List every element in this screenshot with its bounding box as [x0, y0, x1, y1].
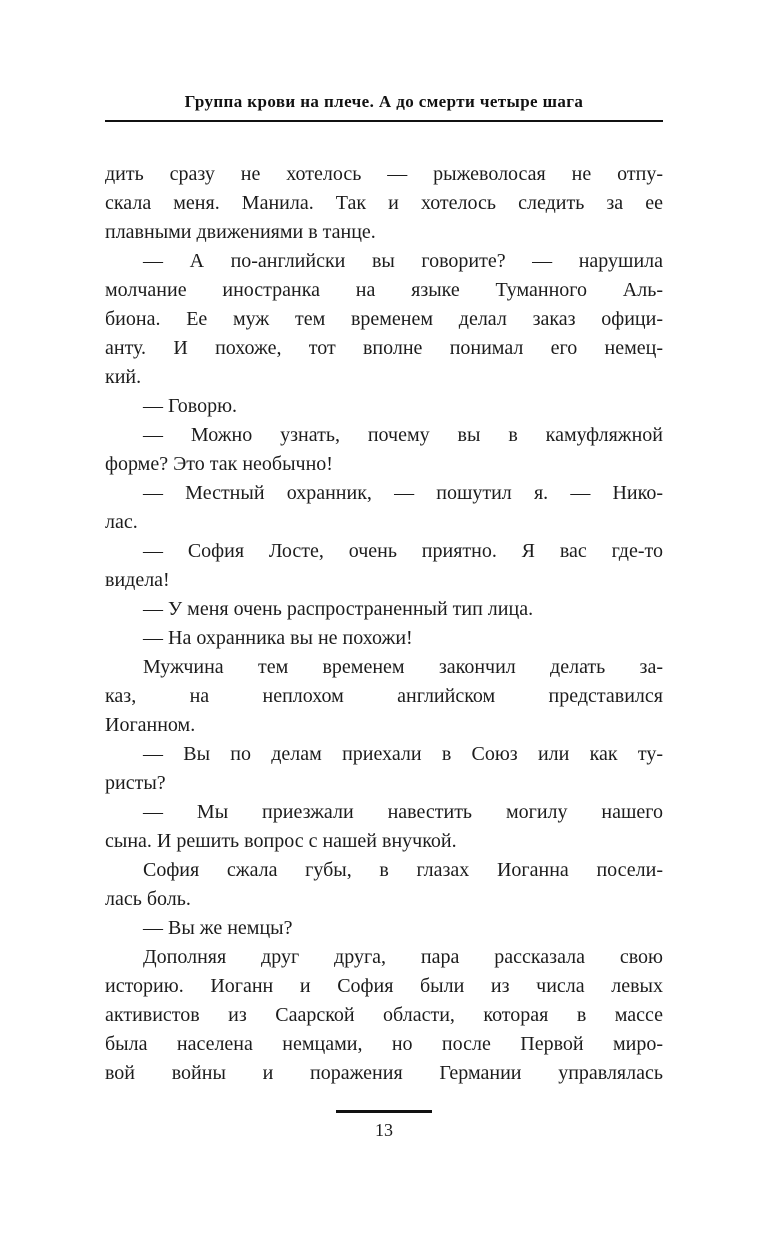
text-line: лась боль.: [105, 888, 191, 910]
text-line: каз, на неплохом английском представился: [105, 685, 663, 707]
text-line: дить сразу не хотелось — рыжеволосая не отпу-: [105, 163, 663, 185]
text-line: скала меня. Манила. Так и хотелось следить за ее: [105, 192, 663, 214]
text-body: [105, 160, 663, 1088]
text-line: — Вы же немцы?: [143, 917, 293, 939]
text-line: — А по-английски вы говорите? — нарушила: [143, 250, 663, 272]
text-line: была населена немцами, но после Первой миро-: [105, 1033, 663, 1055]
footer-rule: [336, 1110, 432, 1113]
text-line: Мужчина тем временем закончил делать за-: [143, 656, 663, 678]
paragraph: [105, 160, 663, 247]
text-line: сына. И решить вопрос с нашей внучкой.: [105, 830, 457, 852]
text-line: — Вы по делам приехали в Союз или как ту-: [143, 743, 663, 765]
paragraph: [105, 798, 663, 856]
paragraph: [105, 595, 663, 624]
text-line: историю. Иоганн и София были из числа левых: [105, 975, 663, 997]
text-line: биона. Ее муж тем временем делал заказ офици-: [105, 308, 663, 330]
paragraph: [105, 479, 663, 537]
text-line: — Можно узнать, почему вы в камуфляжной: [143, 424, 663, 446]
text-line: — На охранника вы не похожи!: [143, 627, 413, 649]
paragraph: [105, 421, 663, 479]
paragraph: [105, 392, 663, 421]
text-line: — Говорю.: [143, 395, 238, 417]
text-line: Дополняя друг друга, пара рассказала свою: [143, 946, 663, 968]
text-line: анту. И похоже, тот вполне понимал его немец-: [105, 337, 663, 359]
text-line: кий.: [105, 366, 142, 388]
text-line: лас.: [105, 511, 138, 533]
paragraph: [105, 943, 663, 1088]
text-line: молчание иностранка на языке Туманного Аль-: [105, 279, 663, 301]
text-line: вой войны и поражения Германии управлялась: [105, 1062, 663, 1084]
paragraph: [105, 740, 663, 798]
text-line: ристы?: [105, 772, 166, 794]
text-line: — София Лосте, очень приятно. Я вас где-то: [143, 540, 663, 562]
paragraph: [105, 914, 663, 943]
running-header-title: Группа крови на плече. А до смерти четыре шага: [184, 92, 584, 111]
text-line: плавными движениями в танце.: [105, 221, 376, 243]
text-line: — Местный охранник, — пошутил я. — Нико-: [143, 482, 663, 504]
text-line: — У меня очень распространенный тип лица.: [143, 598, 534, 620]
paragraph: [105, 624, 663, 653]
text-line: Иоганном.: [105, 714, 196, 736]
text-line: форме? Это так необычно!: [105, 453, 333, 475]
paragraph: [105, 537, 663, 595]
header-rule: [105, 120, 663, 122]
text-line: активистов из Саарской области, которая в массе: [105, 1004, 663, 1026]
paragraph: [105, 856, 663, 914]
text-line: видела!: [105, 569, 170, 591]
page-number: 13: [375, 1120, 393, 1140]
paragraph: [105, 653, 663, 740]
paragraph: [105, 247, 663, 392]
text-line: — Мы приезжали навестить могилу нашего: [143, 801, 663, 823]
text-line: София сжала губы, в глазах Иоганна посели-: [143, 859, 663, 881]
